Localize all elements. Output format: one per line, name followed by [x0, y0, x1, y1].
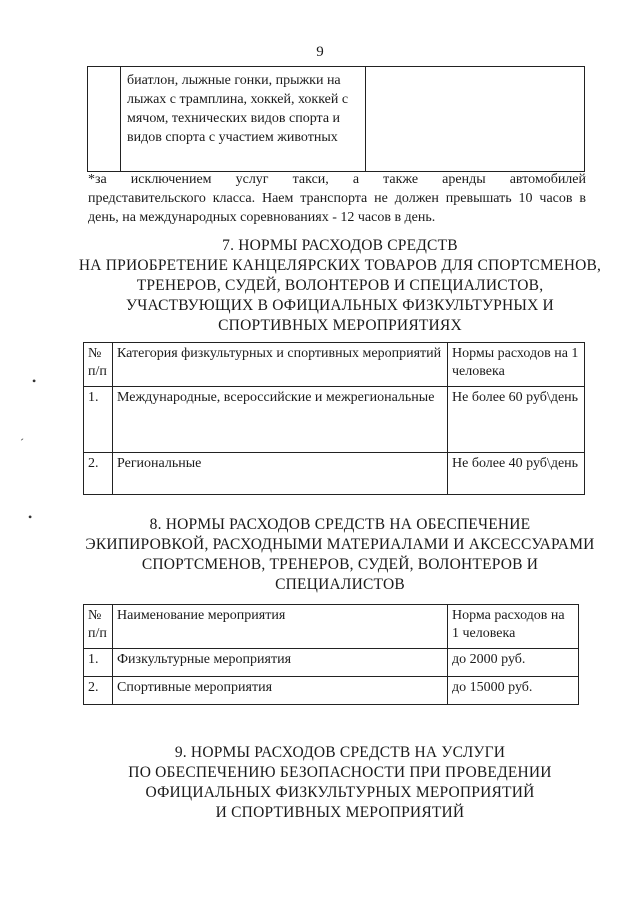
header-norm: Нормы расходов на 1 человека [448, 343, 585, 387]
row-norm: до 15000 руб. [448, 677, 579, 705]
scan-mark: • [32, 374, 37, 388]
footnote-rest: представительского класса. Наем транспорта не должен превышать 10 часов в день, на международных соревнованиях - 12 часов в день. [88, 191, 586, 225]
scan-mark: ˊ [20, 436, 24, 450]
row-number: 1. [84, 649, 113, 677]
section-8-heading [60, 515, 620, 595]
header-number: № п/п [84, 343, 113, 387]
scan-mark: • [28, 510, 33, 524]
footnote-line-1: *за исключением услуг такси, а также аренды автомобилей [88, 172, 586, 187]
heading-line: ЭКИПИРОВКОЙ, РАСХОДНЫМИ МАТЕРИАЛАМИ И АКСЕССУАРАМИ [85, 536, 595, 553]
table-header-row [84, 605, 579, 649]
heading-line: 9. НОРМЫ РАСХОДОВ СРЕДСТВ НА УСЛУГИ [174, 744, 506, 761]
header-event-name: Наименование мероприятия [113, 605, 448, 649]
table-row [84, 677, 579, 705]
row-norm: Не более 40 руб\день [448, 453, 585, 495]
page-number: 9 [316, 44, 324, 60]
row-norm: Не более 60 руб\день [448, 387, 585, 453]
row-category: Международные, всероссийские и межрегиональные [113, 387, 448, 453]
table-cell-empty [88, 67, 121, 172]
header-category: Категория физкультурных и спортивных мероприятий [113, 343, 448, 387]
row-number: 2. [84, 453, 113, 495]
section-9-heading [60, 743, 620, 823]
heading-line: УЧАСТВУЮЩИХ В ОФИЦИАЛЬНЫХ ФИЗКУЛЬТУРНЫХ И [126, 297, 554, 314]
header-norm: Норма расходов на 1 человека [448, 605, 579, 649]
heading-line: 7. НОРМЫ РАСХОДОВ СРЕДСТВ [222, 237, 458, 254]
row-category: Региональные [113, 453, 448, 495]
row-event-name: Спортивные мероприятия [113, 677, 448, 705]
heading-line: СПЕЦИАЛИСТОВ [275, 576, 405, 593]
heading-line: 8. НОРМЫ РАСХОДОВ СРЕДСТВ НА ОБЕСПЕЧЕНИЕ [149, 516, 531, 533]
table-row [84, 649, 579, 677]
table-header-row [84, 343, 585, 387]
heading-line: И СПОРТИВНЫХ МЕРОПРИЯТИЙ [215, 804, 465, 821]
heading-line: СПОРТИВНЫХ МЕРОПРИЯТИЯХ [218, 317, 462, 334]
footnote [88, 170, 586, 227]
header-number: № п/п [84, 605, 113, 649]
table-cell-empty [366, 67, 585, 172]
heading-line: СПОРТСМЕНОВ, ТРЕНЕРОВ, СУДЕЙ, ВОЛОНТЕРОВ И [141, 556, 539, 573]
heading-line: ТРЕНЕРОВ, СУДЕЙ, ВОЛОНТЕРОВ И СПЕЦИАЛИСТОВ, [136, 277, 544, 294]
heading-line: ПО ОБЕСПЕЧЕНИЮ БЕЗОПАСНОСТИ ПРИ ПРОВЕДЕНИИ [128, 764, 552, 781]
row-number: 2. [84, 677, 113, 705]
row-event-name: Физкультурные мероприятия [113, 649, 448, 677]
row-number: 1. [84, 387, 113, 453]
heading-line: ОФИЦИАЛЬНЫХ ФИЗКУЛЬТУРНЫХ МЕРОПРИЯТИЙ [145, 784, 535, 801]
row-norm: до 2000 руб. [448, 649, 579, 677]
section-8-table [83, 604, 579, 705]
table-row [84, 387, 585, 453]
section-7-heading [60, 236, 620, 336]
table-row [88, 67, 585, 172]
sports-list-cell: биатлон, лыжные гонки, прыжки на лыжах с трамплина, хоккей, хоккей с мячом, технических видов спорта и видов спорта с участием животных [121, 67, 366, 172]
table-row [84, 453, 585, 495]
section-7-table [83, 342, 585, 495]
continued-table [87, 66, 585, 172]
heading-line: НА ПРИОБРЕТЕНИЕ КАНЦЕЛЯРСКИХ ТОВАРОВ ДЛЯ СПОРТСМЕНОВ, [78, 257, 602, 274]
